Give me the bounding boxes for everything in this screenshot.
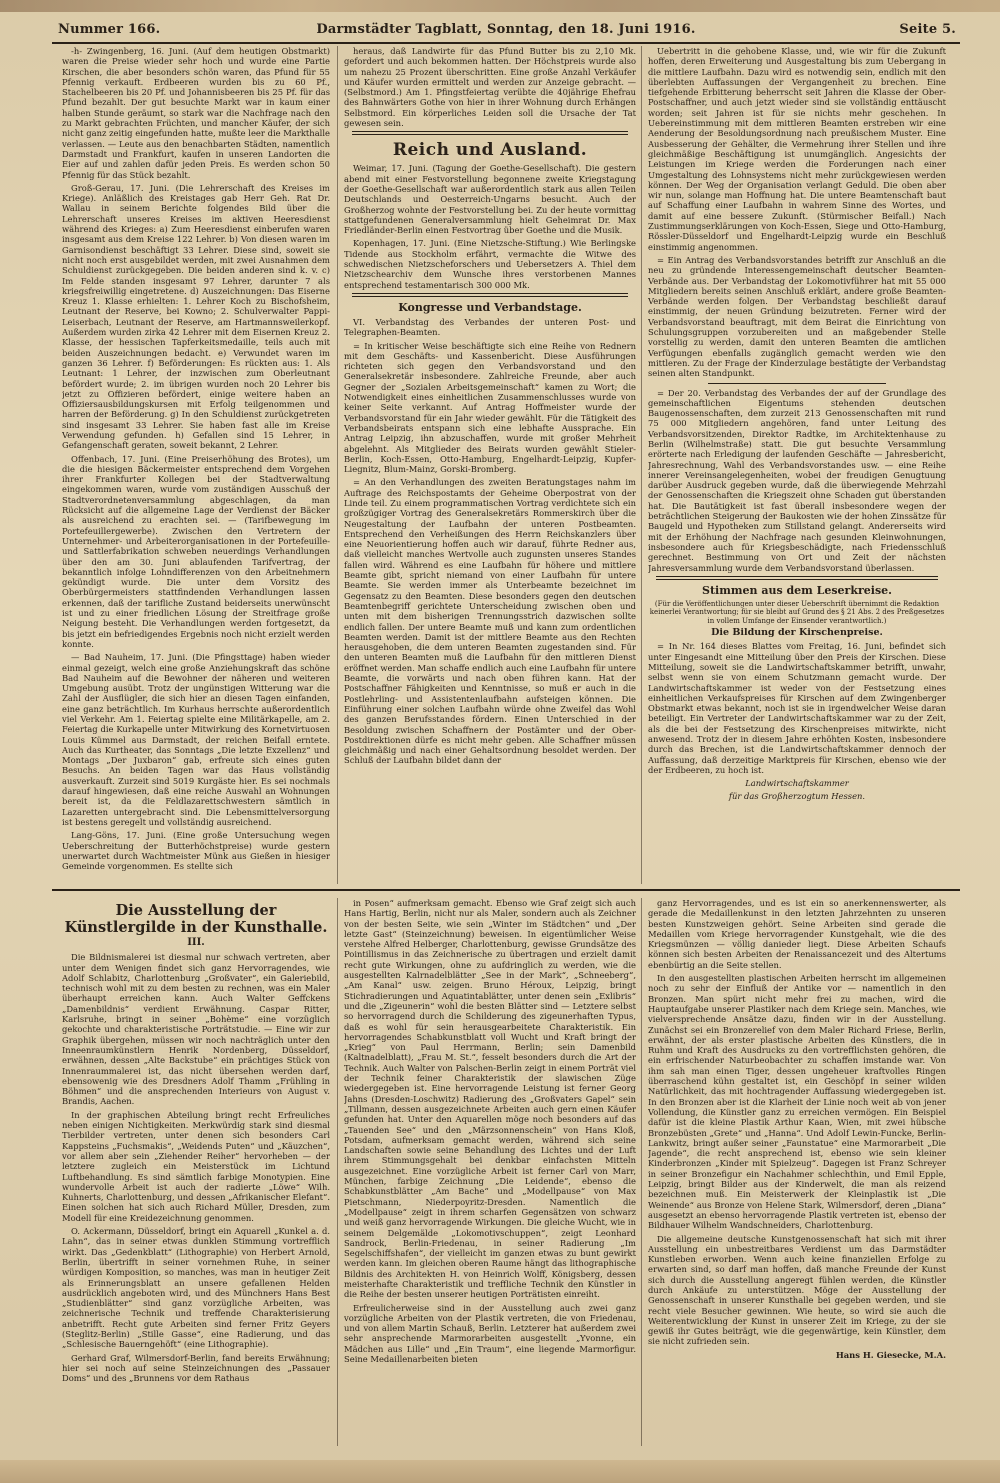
page-bottom-edge xyxy=(0,1460,1000,1483)
column-divider xyxy=(641,46,642,884)
section-heading-kongresse: Kongresse und Verbandstage. xyxy=(398,300,582,314)
column-local-news xyxy=(62,46,330,884)
divider xyxy=(708,383,887,384)
feuilleton-separator xyxy=(52,889,960,891)
section-heading-reich-ausland: Reich und Ausland. xyxy=(392,140,588,161)
column-verbandstage-leserkreis xyxy=(648,46,946,884)
feuilleton-part-number: III. xyxy=(187,937,205,948)
feuilleton-paragraph: O. Ackermann, Düsseldorf, bringt ein Aquarell „Kunkel a. d. Lahn“, das in seiner etwas dunklen Stimmung vortrefflich wirkt. Das „Gedenkblatt“ (Lithographie) von Herbert Arnold, Berlin, übertrifft in seiner vornehmen Ruhe, in seiner würdigen Komposition, so manches, was man in heutiger Zeit als Erinnerungsblatt an unsere gefallenen Helden ausdrücklich angeboten wird, und des Münchners Hans Best „Studienblätter“ sind ganz vorzügliche Arbeiten, was zeichnerische Technik und treffende Charakterisierung anbetrifft. Recht gute Arbeiten sind ferner Fritz Geyers (Steglitz-Berlin) „Stille Gasse“, eine Radierung, und das „Schlesische Bauerngehöft“ (eine Lithographie). xyxy=(62,1226,330,1350)
article-verbandstag-title: VI. Verbandstag des Verbandes der unteren Post- und Telegraphen-Beamten. xyxy=(344,316,636,338)
letter-title: Die Bildung der Kirschenpreise. xyxy=(711,627,883,639)
feuilleton-paragraph: in Posen“ aufmerksam gemacht. Ebenso wie Graf zeigt sich auch Hans Hartig, Berlin, nicht nur als Maler, sondern auch als Zeichner von der besten Seite, wie sein „Winter im Städtchen“ und „Der letzte Gast“ (Steinzeichnung) beweisen. In eigentümlicher Weise verstehe Alfred Helberger, Charlottenburg, gewisse Grundsätze des Pointillismus in das Zeichnerische zu übertragen und erzielt damit recht gute Wirkungen, ohne zu aufdringlich zu werden, wie die ausgestellten Kalrnadelblätter „See in der Mark“, „Schneeberg“, „Am Kanal“ usw. zeigen. Bruno Héroux, Leipzig, bringt Stichradierungen und Aquatintablätter, unter denen sein „Exlibris“ und die „Zigeunerin“ wohl die besten Blätter sind — Letztere selbst so hervorragend durch die Schilderung des zigeunerhaften Typus, daß es wohl für sein herausgearbeitete Charakteristik. Ein hervorragendes Schabkunstblatt voll Wucht und Kraft bringt der „Krieg“ von Paul Herrmann, Berlin; sein Damenbild (Kaltnadelblatt), „Frau M. St.“, fesselt besonders durch die Art der Technik. Auch Walter von Palschen-Berlin zeigt in einem Porträt viel der Technik feiner Charakteristik der slawischen Züge wiedergegeben ist. Eine hervorragende Leistung ist ferner Georg Jahns (Dresden-Loschwitz) Radierung des „Großvaters Gapel“ sein „Tillmann, dessen ausgezeichnete Arbeiten auch gern einen Käufer gefunden hat. Unter den Aquarellen möge noch besonders auf das „Tauenden See“ und den „Märzsonnenschein“ von Hans Kloß, Potsdam, aufmerksam gemacht werden, während sich seine Landschaften sowie seine Behandlung des Lichtes und der Luft ihrem Stimmungsgehalt bei denkbar einfachsten Mitteln ausgezeichnet. Eine vorzügliche Arbeit ist ferner Carl von Marr, München, farbige Zeichnung „Die Leidende“, ebenso die Schabkunstblätter „Am Bache“ und „Modellpause“ von Max Pietschmann, Niederpoyritz-Dresden. Namentlich die „Modellpause“ zeigt in ihrem scharfen Gegensätzen von schwarz und weiß ganz hervorragende Wirkungen. Die gleiche Wucht, wie in seinem Delgemälde „Lokomotivschuppen“, zeigt Leonhard Sandrock, Berlin-Friedenau, in seiner Radierung „Im Segelschiffshafen“, der vielleicht im ganzen etwas zu bunt gewirkt werden kann. Im gleichen oberen Raume hängt das lithographische Bildnis des Architekten H. von Heinrich Wolff, Königsberg, dessen meisterhafte Charakteristik und treffliche Technik den Künstler in die Reihe der besten unserer heutigen Porträtisten einreiht. xyxy=(344,898,636,1300)
column-divider xyxy=(337,46,338,884)
feuilleton-author: Hans H. Giesecke, M.A. xyxy=(835,1349,946,1360)
article-verbandstag-part1: = In kritischer Weise beschäftigte sich eine Reihe von Rednern mit dem Geschäfts- und Kassenbericht. Diese Ausführungen richteten sich gegen den Verbandsvorstand und den Generalsekretär insbesondere. Zahlreiche Freunde, aber auch Gegner der „Sozialen Arbeitsgemeinschaft“ kamen zu Wort; die Notwendigkeit eines einheitlichen Zusammenschlusses wurde von keiner Seite verkannt. Auf Antrag Hoffmeister wurde der Verbandsvorstand für ein Jahr wieder gewählt. Für die Tätigkeit des Verbandsbeirats entspann sich eine lebhafte Aussprache. Ein Antrag Leipzig, ihn abzuschaffen, wurde mit großer Mehrheit abgelehnt. Als Mitglieder des Beirats wurden gewählt Stieler-Berlin, Koch-Essen, Otto-Hamburg, Engelhardt-Leipzig, Kupfer-Liegnitz, Blum-Mainz, Gorski-Bromberg. xyxy=(344,340,636,475)
masthead xyxy=(52,20,960,44)
section-heading-leserkreis: Stimmen aus dem Leserkreise. xyxy=(702,583,892,597)
article-kopenhagen: Kopenhagen, 17. Juni. (Eine Nietzsche-Stiftung.) Wie Berlingske Tidende aus Stockholm erfährt, vermachte die Witwe des schwedischen Nietzscheforschers und Uebersetzers A. Thiel dem Nietzschearchiv dem Wunsche ihres verstorbenen Mannes entsprechend testamentarisch 300 000 Mk. xyxy=(344,238,636,290)
column-reich-ausland xyxy=(344,46,636,884)
feuilleton-paragraph: In den ausgestellten plastischen Arbeiten herrscht im allgemeinen noch zu sehr der Einfluß der Antike vor — namentlich in den Bronzen. Man spürt nicht mehr frei zu machen, wird die Hauptaufgabe unserer Plastiker nach dem Kriege sein. Manches, wie vielversprechende Ansätze dazu, finden wir in der Ausstellung. Zunächst sei ein Bronzerelief von dem Maler Richard Friese, Berlin, erwähnt, der als erster plastische Arbeiten des Künstlers, die in Ruhm und Kraft des Ausdrucks zu den vortrefflichsten gehören, die ein erfrischender Naturbeobachter zu schaffen imstande war. Von ihm sah man einen Tiger, dessen ungeheuer kraftvolles Ringen überraschend kühn gestaltet ist, ein Geschöpf in seiner wilden Natürlichkeit, das mit hochtragender Auffassung wiedergegeben ist. In den Bronzen aber ist die Klarheit der Linie noch weit ab von jener Vollendung, die Künstler ganz zu erreichen vermögen. Ein Beispiel dafür ist die kleine Plastik Arthur Kaan, Wien, mit zwei hübsche Bronzebüsten „Grete“ und „Hanna“. Und Adolf Lewin-Funcke, Berlin-Lankwitz, bringt außer seiner „Faunstatue“ eine Marmorarbeit „Die Jagende“, die recht ansprechend ist, ebenso wie sein kleiner Kinderbronzen „Kinder mit Spielzeug“. Dagegen ist Franz Schreyer in seiner Bronzefigur ein Nachahmer schlechthin, und Emil Epple, Leipzig, bringt Bilder aus der Kinderwelt, die man als reizend bezeichnen muß. Ein Meisterwerk der Kleinplastik ist „Die Weinende“ aus Bronze von Helene Stark, Wilmersdorf, deren „Diana“ ausgesetzt an ebenso hervorragende Plastik vertreten ist, ebenso der Bildhauer Wilhelm Wandschneiders, Charlottenburg. xyxy=(648,973,946,1231)
feuilleton-paragraph: Erfreulicherweise sind in der Ausstellung auch zwei ganz vorzügliche Arbeiten von der Plastik vertreten, die von Friedenau, und von allem Martin Schauß, Berlin. Letzterer hat außerdem zwei sehr ansprechende Marmorarbeiten ausgestellt „Yvonne, ein Mädchen aus Lille“ und „Ein Traum“, eine liegende Marmorfigur. Seine Medaillenarbeiten bieten xyxy=(344,1302,636,1365)
feuilleton-column-3 xyxy=(648,898,946,1446)
article-zwingenberg: -h- Zwingenberg, 16. Juni. (Auf dem heutigen Obstmarkt) waren die Preise wieder sehr hoch und wurde eine Partie Kirschen, die aber besonders schön waren, das Pfund für 55 Pfennig verkauft. Erdbeeren wurden bis zu 60 Pf., Stachelbeeren bis 20 Pf. und Johannisbeeren bis 25 Pf. für das Pfund bezahlt. Der gut besuchte Markt war in kaum einer halben Stunde geräumt, so stark war die Nachfrage nach den zu Markt gebrachten Früchten, und mancher Käufer, der sich nicht ganz zeitig eingefunden hatte, mußte leer die Markthalle verlassen. — Leute aus den benachbarten Städten, namentlich Darmstadt und Frankfurt, kaufen in unseren Landorten die Eier auf und zahlen dafür jeden Preis. Es werden schon 50 Pfennig für das Stück bezahlt. xyxy=(62,46,330,180)
article-baugenossenschaften: = Der 20. Verbandstag des Verbandes der auf der Grundlage des gemeinschaftlichen Eigentums stehenden deutschen Baugenossenschaften, dem zurzeit 213 Genossenschaften mit rund 75 000 Mitgliedern angehören, fand unter Leitung des Verbandsvorsitzenden, Direktor Radtke, im Architektenhause zu Berlin (Wilhelmstraße) statt. Die gut besuchte Versammlung erörterte nach Erledigung der laufenden Geschäfte — Jahresbericht, Jahresrechnung, Wahl des Verbandsvorstandes usw. — eine Reihe innerer Vereinsangelegenheiten, wobei der freudigen Genugtuung darüber Ausdruck gegeben wurde, daß die überwiegende Mehrzahl der Genossenschaften die Kriegszeit ohne Schaden gut überstanden hat. Die Bautätigkeit ist fast überall insbesondere wegen der beträchtlichen Steigerung der Baukosten wie der hohen Zinssätze für Baugeld und Hypotheken zum Stillstand gelangt. Andererseits wird mit der Erhöhung der Nachfrage nach gesunden Kleinwohnungen, insbesondere auch für Kriegsbeschädigte, nach Friedensschluß gerechnet. Bestimmung von Ort und Zeit der nächsten Jahresversammlung wurde dem Verbandsvorstand überlassen. xyxy=(648,387,946,573)
article-bad-nauheim: — Bad Nauheim, 17. Juni. (Die Pfingsttage) haben wieder einmal gezeigt, welch eine große Anziehungskraft das schöne Bad Nauheim auf die Bewohner der näheren und weiteren Umgebung ausübt. Trotz der ungünstigen Witterung war die Zahl der Ausflügler, die sich hier an diesen Tagen einfanden, eine ganz beträchtlich. Im Kurhaus herrschte außerordentlich viel Verkehr. Am 1. Feiertag spielte eine Militärkapelle, am 2. Feiertag die Kurkapelle unter Mitwirkung des Kornetvirtuosen Louis Kümmel aus Darmstadt, der reichen Beifall erntete. Auch das Kurtheater, das Sonntags „Die letzte Exzellenz“ und Montags „Der Juxbaron“ gab, erfreute sich eines guten Besuchs. An beiden Tagen war das Haus vollständig ausverkauft. Zurzeit sind 5019 Kurgäste hier. Es sei nochmals darauf hingewiesen, daß eine reiche Auswahl an Wohnungen bereit ist, da die Feldlazarettschwestern sämtlich in Lazaretten untergebracht sind. Die Lebensmittelversorgung ist bestens geregelt und vollständig ausreichend. xyxy=(62,652,330,827)
newspaper-title-date: Darmstädter Tagblatt, Sonntag, den 18. Juni 1916. xyxy=(316,22,696,37)
section-rule xyxy=(352,131,628,135)
issue-number: Nummer 166. xyxy=(58,22,161,37)
article-verbandstag-part4: = Ein Antrag des Verbandsvorstandes betrifft zur Anschluß an die neu zu gründende Interessengemeinschaft deutscher Beamten-Verbände aus. Der Verbandstag der Lokomotivführer hat mit 55 000 Mitgliedern bereits seinen Anschluß erklärt, andere große Beamten-Verbände werden folgen. Der Verbandstag beschließt darauf einstimmig, der neuen Gründung beizutreten. Ferner wird der Verbandsvorstand beauftragt, mit dem Beirat die Einrichtung von Schulungsgruppen vorzubereiten und an maßgebender Stelle vorstellig zu werden, damit den unteren Beamten die amtlichen Verfügungen ebenfalls zugänglich gemacht werden wie den mittleren. Zu der Frage der Kinderzulage bestätigte der Verbandstag seinen alten Standpunkt. xyxy=(648,254,946,379)
feuilleton-column-1 xyxy=(62,898,330,1446)
article-verbandstag-part2: = An den Verhandlungen des zweiten Beratungstages nahm im Auftrage des Reichspostamts der Geheime Oberpostrat von der Linde teil. Zu einem programmatischen Vortrag verdichtete sich ein großzügiger Vortrag des Generalsekretärs Rommerskirch über die Neugestaltung der Laufbahn der unteren Postbeamten. Entsprechend den Verheißungen des Herrn Reichskanzlers über eine Neuorientierung hoffen auch wir darauf, führte Redner aus, daß vielleicht manches Wertvolle auch zugunsten unseres Standes fallen wird. Während es eine Laufbahn für höhere und mittlere Beamte gibt, spricht niemand von einer Laufbahn für untere Beamte. Sie werden immer als Unterbeamte bezeichnet im Gegensatz zu den Beamten. Diese besonders gegen den deutschen Beamtenbegriff gerichtete Unterscheidung zwischen oben und unten mit dem bisherigen Trennungsstrich dazwischen sollte endlich fallen. Der untere Beamte muß und kann zum ordentlichen Beamten werden. Damit ist der mittlere Beamte aus den Rechten herausgehoben, die dem unteren Beamten zugestanden sind. Für den unteren Beamten muß die Laufbahn für den mittleren Dienst eröffnet werden. Man schaffe endlich auch eine Laufbahn für untere Beamte, die vorwärts und nach oben führen kann. Hat der Postschaffner Fähigkeiten und Kenntnisse, so muß er auch in die Postlehrling- und Assistentenlaufbahn aufsteigen können. Die Einführung einer solchen Laufbahn würde ohne Zweifel das Wohl des ganzen Berufsstandes fördern. Einen Unterschied in der Besoldung zwischen Schaffnern der Postämter und der Ober-Postdirektionen dürfe es nicht mehr geben. Alle Schaffner müssen gleichmäßig und nach einer Gehaltsordnung besoldet werden. Der Schluß der Laufbahn bildet dann der xyxy=(344,477,636,766)
article-lang-goens-continued: heraus, daß Landwirte für das Pfund Butter bis zu 2,10 Mk. gefordert und auch bekommen hatten. Der Höchstpreis wurde also um nahezu 25 Prozent überschritten. Eine große Anzahl Verkäufer und Käufer wurden ermittelt und werden zur Anzeige gebracht. — (Selbstmord.) Am 1. Pfingstfeiertag verübte die 40jährige Ehefrau des Bahnwärters Gothe von hier in ihrer Wohnung durch Erhängen Selbstmord. Ein körperliches Leiden soll die Ursache der Tat gewesen sein. xyxy=(344,46,636,129)
section-rule xyxy=(656,576,938,580)
article-offenbach: Offenbach, 17. Juni. (Eine Preiserhöhung des Brotes), um die die hiesigen Bäckermeister entsprechend dem Vorgehen ihrer Frankfurter Kollegen bei der Stadtverwaltung eingekommen waren, wurde vom zuständigen Ausschuß der Stadtverordnetenversammlung abgeschlagen, da man Rücksicht auf die allgemeine Lage der Verdienst der Bäcker als ausreichend zu erachten sei. — (Tarifbewegung im Portefeuillergewerbe). Zwischen den Vertretern der Unternehmer- und Arbeiterorganisationen in der Portefeuille- und Sattlerfabrikation schweben neuerdings Verhandlungen über den am 30. Juni ablaufenden Tarifvertrag, der bekanntlich infolge Lohndifferenzen von den Arbeitnehmern gekündigt wurde. Die unter dem Vorsitz des Oberbürgermeisters stattfindenden Verhandlungen lassen erkennen, daß der tarifliche Zustand beiderseits unerwünscht ist und zu einer friedlichen Lösung der Streitfrage große Neigung besteht. Die Verhandlungen werden fortgesetzt, da bis jetzt ein befriedigendes Ergebnis noch nicht erzielt werden konnte. xyxy=(62,453,330,649)
article-weimar: Weimar, 17. Juni. (Tagung der Goethe-Gesellschaft). Die gestern abend mit einer Festvorstellung begonnene zweite Kriegstagung der Goethe-Gesellschaft war außerordentlich stark aus allen Teilen Deutschlands und Oesterreich-Ungarns besucht. Auch der Großherzog wohnte der Festvorstellung bei. Zu der heute vormittag stattgefundenen Generalversammlung hielt Geheimrat Dr. Max Friedländer-Berlin einen Festvortrag über Goethe und die Musik. xyxy=(344,163,636,236)
article-gross-gerau: Groß-Gerau, 17. Juni. (Die Lehrerschaft des Kreises im Kriege). Anläßlich des Kreistages gab Herr Geh. Rat Dr. Wallau in seinem Berichte folgendes Bild über die Lehrerschaft unseres Kreises im aktiven Heeresdienst während des Krieges: a) Zum Heeresdienst einberufen waren insgesamt aus dem Kreise 122 Lehrer. b) Von diesen waren im Garnisondienst beschäftigt 33 Lehrer. Diese sind, soweit sie nicht noch erst ausgebildet werden, mit zwei Ausnahmen dem Schuldienst zurückgegeben. Die beiden anderen sind k. v. c) Im Felde standen insgesamt 97 Lehrer, darunter 7 als kriegsfreiwillig eingetretene. d) Auszeichnungen: Das Eiserne Kreuz 1. Klasse erhielten: 1. Lehrer Koch zu Bischofsheim, Leutnant der Reserve, bei Kowno; 2. Schulverwalter Pappi-Leiserbach, Leutnant der Reserve, am Hartmannsweilerkopf. Außerdem wurden zirka 42 Lehrer mit dem Eisernen Kreuz 2. Klasse, der hessischen Tapferkeitsmedaille, teils auch mit beiden Auszeichnungen bedacht. e) Verwundet waren im ganzen 36 Lehrer. f) Beförderungen: Es rückten aus: 1. Als Leutnant: 1 Lehrer, der inzwischen zum Oberleutnant befördert wurde; 2. im übrigen wurden noch 20 Lehrer bis jetzt zu Offizieren befördert, einige weitere haben an Offiziersausbildungskursen mit Erfolg teilgenommen und harren der Beförderung. g) In den Schuldienst zurückgetreten sind insgesamt 33 Lehrer. Sie haben fast alle im Kreise Verwendung gefunden. h) Gefallen sind 15 Lehrer, in Gefangenschaft geraten, soweit bekannt, 2 Lehrer. xyxy=(62,182,330,451)
page-number: Seite 5. xyxy=(899,22,956,37)
article-lang-goens: Lang-Göns, 17. Juni. (Eine große Untersuchung wegen Ueberschreitung der Butterhöchstpreise) wurde gestern unerwartet durch Wachtmeister Münk aus Gießen in hiesiger Gemeinde vorgenommen. Es stellte sich xyxy=(62,830,330,872)
editorial-disclaimer: (Für die Veröffentlichungen unter dieser Ueberschrift übernimmt die Redaktion keinerlei Verantwortung; für sie bleibt auf Grund des § 21 Abs. 2 des Preßgesetzes in vollem Umfange der Einsender verantwortlich.) xyxy=(649,599,945,625)
article-verbandstag-part3: Uebertritt in die gehobene Klasse, und, wie wir für die Zukunft hoffen, deren Erweiterung und Ausgestaltung bis zum Uebergang in die mittlere Laufbahn. Dazu wird es notwendig sein, endlich mit den überlebten Auffassungen der Vergangenheit zu brechen. Eine tiefgehende Erbitterung beherrscht seit Jahren die Klasse der Ober-Postschaffner, und auch jetzt wieder sind sie vollständig enttäuscht worden; seit Jahren ist für sie nichts mehr geschehen. In Uebereinstimmung mit dem mittleren Beamten erstreben wir eine Aenderung der Besoldungsordnung nach preußischem Muster. Eine Ausbesserung der Gehälter, die Vermehrung ihrer Stellen und ihre gleichmäßige Beschäftigung ist unumgänglich. Angesichts der Leistungen im Kriege werden die Forderungen nach einer Umgestaltung des Lohnsystems nicht mehr zurückgewiesen werden können. Der Weg der Organisation verlangt Geduld. Die oben aber wir nun, solange man Hoffnung hat. Die untere Beamtenschaft baut auf Schaffung einer Laufbahn in wahrem Sinne des Wortes, und damit auf eine bessere Zukunft. (Stürmischer Beifall.) Nach Zustimmungserklärungen von Koch-Essen, Siege und Otto-Hamburg, Rössler-Düsseldorf und Engelhardt-Leipzig wurde ein Beschluß einstimmig angenommen. xyxy=(648,46,946,252)
letter-signature-2: für das Großherzogtum Hessen. xyxy=(728,790,866,801)
feuilleton-paragraph: ganz Hervorragendes, und es ist ein so anerkennenswerter, als gerade die Medaillenkunst in den letzten Jahrzehnten zu unseren besten Kunstzweigen gehört. Seine Arbeiten sind gerade die Medaillen vom Kriege hervorragender Kunstgehalt, wie die des Kriegsmünzen — völlig danieder liegt. Diese Arbeiten Schaufs können sich besten Arbeiten der Renaissancezeit und des Altertums ebenbürtig an die Seite stellen. xyxy=(648,898,946,970)
column-divider xyxy=(641,898,642,1446)
feuilleton-paragraph: Gerhard Graf, Wilmersdorf-Berlin, fand bereits Erwähnung; hier sei noch auf seine Steinzeichnungen des „Passauer Doms“ und des „Brunnens vor dem Rathaus xyxy=(62,1352,330,1384)
feuilleton-paragraph: Die allgemeine deutsche Kunstgenossenschaft hat sich mit ihrer Ausstellung ein unbestreitbares Verdienst um das Darmstädter Kunstleben erworben. Wenn auch keine finanziellen Erfolge zu erwarten sind, so darf man hoffen, daß manche Freunde der Kunst sich durch die Ausstellung angeregt fühlen werden, die Künstler durch Ankäufe zu unterstützen. Möge der Ausstellung der Genossenschaft in unserer Kunsthalle bei gegeben werden, und sie recht viele Besucher gewinnen. Wie heute, so wird sie auch die Weiterentwicklung der Kunst in unserer Zeit im Kriege, zu der sie gewiß ihr Gutes beiträgt, wie die gegenwärtige, kein Künstler, dem sie nicht zufrieden sein. xyxy=(648,1233,946,1347)
feuilleton-heading: Die Ausstellung der Künstlergilde in der Kunsthalle. xyxy=(64,902,328,936)
feuilleton-column-2 xyxy=(344,898,636,1446)
feuilleton-paragraph: Die Bildnismalerei ist diesmal nur schwach vertreten, aber unter dem Wenigen findet sich ganz Hervorragendes, wie Adolf Schlabitz, Charlottenburg „Großvater“, ein Galeriebild, technisch wohl mit zu dem besten zu rechnen, was ein Maler überhaupt erreichen kann. Auch Walter Geffckens „Damenbildnis“ verdient Erwähnung. Caspar Ritter, Karlsruhe, bringt in seiner „Bohème“ eine vorzüglich gekochte und charakteristische Porträtstudie. — Eine wir zur Graphik übergehen, müssen wir noch nachträglich unter den Inneenraumkünstlern Henrik Nordenberg, Düsseldorf, erwähnen, dessen „Alte Backstube“ ein prächtiges Stück von Innenraummalerei ist, das nicht übersehen werden darf, ebensowenig wie des Dresdners Adolf Thamm „Frühling in Böhmen“ und die ansprechenden Interieurs von August v. Brandis, Aachen. xyxy=(62,952,330,1107)
letter-body: = In Nr. 164 dieses Blattes vom Freitag, 16. Juni, befindet sich unter Eingesandt eine Mitteilung über den Preis der Kirschen. Diese Mitteilung, soweit sie die Landwirtschaftskammer betrifft, unwahr, selbst wenn sie von einem Schutzmann gemacht wurde. Der Landwirtschaftskammer ist weder von der Festsetzung eines einheitlichen Verkaufspreises für Kirschen auf dem Zwingenberger Obstmarkt etwas bekannt, noch ist sie in irgendwelcher Weise daran beteiligt. Ein Vertreter der Landwirtschaftskammer war zu der Zeit, als die bei der Festsetzung des Kirschenpreises mitwirkte, nicht anwesend. Trotz der in diesem Jahre erhöhten Kosten, insbesondere durch das Brechen, ist die Landwirtschaftskammer dennoch der Auffassung, daß derzeitige Marktpreis für Kirschen, ebenso wie der der Erdbeeren, zu hoch ist. xyxy=(648,641,946,775)
column-divider xyxy=(337,898,338,1446)
section-rule xyxy=(352,293,628,297)
letter-signature-1: Landwirtschaftskammer xyxy=(745,778,849,789)
feuilleton-paragraph: In der graphischen Abteilung bringt recht Erfreuliches neben einigen Nichtigkeiten. Merkwürdig stark sind diesmal Tierbilder vertreten, unter denen sich besonders Carl Kappsteins „Fuchsmakis“, „Weidends Puten“ und „Käuzchen“, vor allem aber sein „Ziehender Reiher“ hervorheben — der letztere zugleich ein Meisterstück im Lichtund Luftbehandlung. Es sind sämtlich farbige Monotypien. Eine wundervolle Arbeit ist auch der radierte „Löwe“ Wilh. Kuhnerts, Charlottenburg, und dessen „Afrikanischer Elefant“. Einen solchen hat sich auch Richard Müller, Dresden, zum Modell für eine Kreidezeichnung genommen. xyxy=(62,1109,330,1223)
